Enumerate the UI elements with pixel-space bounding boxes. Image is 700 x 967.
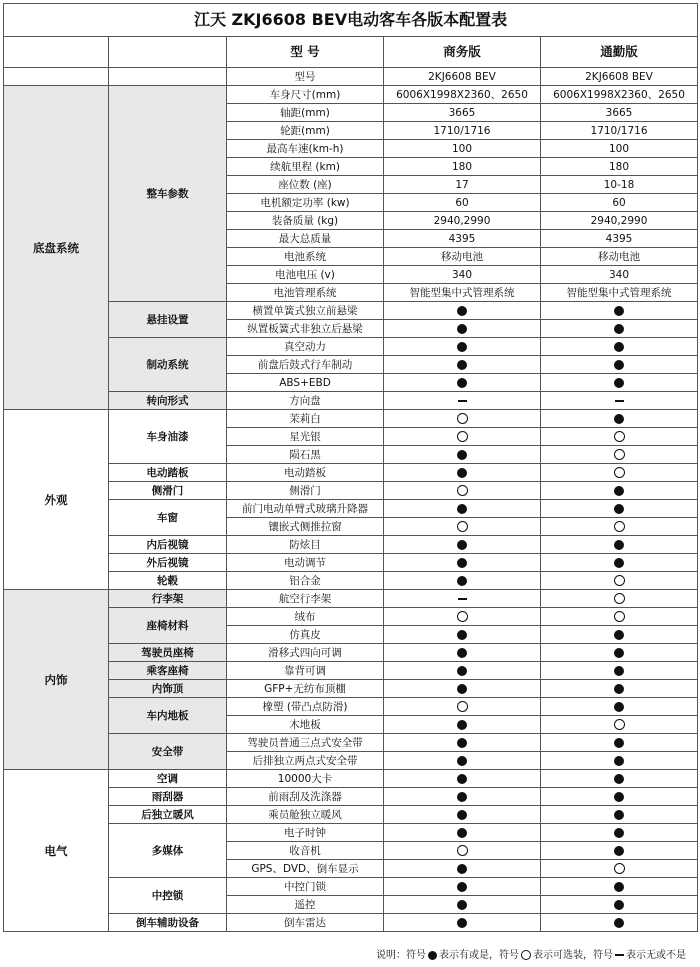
commuter-value-cell: 移动电池 [541, 248, 698, 266]
business-value-cell [384, 392, 541, 410]
group-label: 车内地板 [109, 698, 227, 734]
filled-dot-icon [457, 576, 467, 586]
filled-dot-icon [614, 756, 624, 766]
business-value-cell: 移动电池 [384, 248, 541, 266]
table-row [4, 824, 698, 842]
commuter-value-cell [541, 338, 698, 356]
item-cell: 电机额定功率 (kw) [227, 194, 384, 212]
business-value-cell [384, 500, 541, 518]
filled-dot-icon [614, 414, 624, 424]
filled-dot-icon [457, 828, 467, 838]
commuter-value-cell [541, 554, 698, 572]
header-business-version: 商务版 [384, 37, 541, 68]
filled-dot-icon [614, 558, 624, 568]
item-cell: 座位数 (座) [227, 176, 384, 194]
filled-dot-icon [614, 738, 624, 748]
table-row [4, 590, 698, 608]
group-label: 乘客座椅 [109, 662, 227, 680]
commuter-value-cell [541, 824, 698, 842]
business-value-cell [384, 356, 541, 374]
table-row [4, 338, 698, 356]
group-label: 多媒体 [109, 824, 227, 878]
legend-optional: 表示可选装，符号 [533, 950, 613, 961]
commuter-value-cell [541, 662, 698, 680]
business-value-cell [384, 914, 541, 932]
business-value-cell: 6006X1998X2360、2650 [384, 86, 541, 104]
business-value-cell: 100 [384, 140, 541, 158]
group-label: 内后视镜 [109, 536, 227, 554]
table-row [4, 572, 698, 590]
commuter-value-cell [541, 860, 698, 878]
commuter-value-cell [541, 788, 698, 806]
section-label: 电气 [4, 770, 109, 932]
item-cell: 前雨刮及洗涤器 [227, 788, 384, 806]
table-row [4, 482, 698, 500]
commuter-value-cell: 6006X1998X2360、2650 [541, 86, 698, 104]
commuter-value-cell [541, 878, 698, 896]
hollow-circle-icon [614, 521, 625, 532]
filled-dot-icon [457, 468, 467, 478]
business-value-cell [384, 770, 541, 788]
filled-dot-icon [457, 900, 467, 910]
legend-note [376, 950, 686, 962]
item-cell: 绒布 [227, 608, 384, 626]
filled-dot-icon [614, 504, 624, 514]
filled-dot-icon [457, 504, 467, 514]
filled-dot-icon [614, 324, 624, 334]
business-value-cell: 2940,2990 [384, 212, 541, 230]
filled-dot-icon [614, 540, 624, 550]
commuter-value-cell: 100 [541, 140, 698, 158]
dash-icon [615, 954, 624, 956]
business-value-cell [384, 752, 541, 770]
business-value-cell [384, 644, 541, 662]
business-value-cell: 180 [384, 158, 541, 176]
group-label: 安全带 [109, 734, 227, 770]
filled-dot-icon [457, 684, 467, 694]
commuter-value-cell [541, 752, 698, 770]
hollow-circle-icon [614, 449, 625, 460]
item-cell: 倒车雷达 [227, 914, 384, 932]
item-cell: 电子时钟 [227, 824, 384, 842]
legend-none: 表示无或不是 [626, 950, 686, 961]
filled-dot-icon [614, 810, 624, 820]
table-title: 江天 ZKJ6608 BEV电动客车各版本配置表 [4, 4, 698, 37]
item-cell: 茉莉白 [227, 410, 384, 428]
business-value-cell [384, 608, 541, 626]
commuter-value-cell [541, 680, 698, 698]
table-row [4, 608, 698, 626]
hollow-circle-icon [614, 719, 625, 730]
business-value-cell [384, 428, 541, 446]
filled-dot-icon [457, 648, 467, 658]
business-value-cell: 3665 [384, 104, 541, 122]
commuter-value-cell [541, 320, 698, 338]
filled-dot-icon [457, 540, 467, 550]
item-cell: 航空行李架 [227, 590, 384, 608]
item-cell: 木地板 [227, 716, 384, 734]
table-row [4, 680, 698, 698]
business-value-cell: 60 [384, 194, 541, 212]
commuter-value-cell [541, 842, 698, 860]
table-row [4, 770, 698, 788]
item-cell: 型号 [227, 68, 384, 86]
filled-dot-icon [614, 828, 624, 838]
business-value-cell [384, 338, 541, 356]
business-value-cell [384, 446, 541, 464]
filled-dot-icon [457, 810, 467, 820]
dash-icon [615, 400, 624, 402]
filled-dot-icon [614, 648, 624, 658]
commuter-value-cell [541, 914, 698, 932]
filled-dot-icon [457, 360, 467, 370]
filled-dot-icon [457, 378, 467, 388]
business-value-cell: 17 [384, 176, 541, 194]
section-label: 内饰 [4, 590, 109, 770]
business-value-cell [384, 878, 541, 896]
business-value-cell [384, 572, 541, 590]
item-cell: GPS、DVD、倒车显示 [227, 860, 384, 878]
item-cell: 车身尺寸(mm) [227, 86, 384, 104]
item-cell: 续航里程 (km) [227, 158, 384, 176]
item-cell: 最高车速(km-h) [227, 140, 384, 158]
business-value-cell: 4395 [384, 230, 541, 248]
filled-dot-icon [614, 378, 624, 388]
item-cell: 电池电压 (v) [227, 266, 384, 284]
business-value-cell [384, 698, 541, 716]
item-cell: 仿真皮 [227, 626, 384, 644]
commuter-value-cell: 3665 [541, 104, 698, 122]
table-row [4, 878, 698, 896]
filled-dot-icon [457, 882, 467, 892]
item-cell: GFP+无纺布顶棚 [227, 680, 384, 698]
filled-dot-icon [614, 846, 624, 856]
commuter-value-cell [541, 428, 698, 446]
hollow-circle-icon [457, 701, 468, 712]
table-row [4, 734, 698, 752]
table-row [4, 392, 698, 410]
business-value-cell [384, 464, 541, 482]
item-cell: 电池系统 [227, 248, 384, 266]
group-label: 整车参数 [109, 86, 227, 302]
item-cell: 收音机 [227, 842, 384, 860]
hollow-circle-icon [457, 485, 468, 496]
business-value-cell [384, 842, 541, 860]
table-row [4, 806, 698, 824]
item-cell: 侧滑门 [227, 482, 384, 500]
commuter-value-cell [541, 464, 698, 482]
item-cell: 靠背可调 [227, 662, 384, 680]
item-cell: 10000大卡 [227, 770, 384, 788]
filled-dot-icon [457, 630, 467, 640]
group-label: 雨刮器 [109, 788, 227, 806]
filled-dot-icon [457, 864, 467, 874]
table-row [4, 914, 698, 932]
item-cell: 轮距(mm) [227, 122, 384, 140]
commuter-value-cell: 340 [541, 266, 698, 284]
group-label: 驾驶员座椅 [109, 644, 227, 662]
group-label: 内饰顶 [109, 680, 227, 698]
commuter-value-cell [541, 572, 698, 590]
filled-dot-icon [457, 450, 467, 460]
filled-dot-icon [457, 558, 467, 568]
table-row [4, 644, 698, 662]
table-row [4, 698, 698, 716]
filled-dot-icon [614, 792, 624, 802]
group-label: 空调 [109, 770, 227, 788]
hollow-circle-icon [457, 845, 468, 856]
commuter-value-cell: 2KJ6608 BEV [541, 68, 698, 86]
filled-dot-icon [428, 951, 437, 960]
group-label: 悬挂设置 [109, 302, 227, 338]
header-blank-2 [109, 37, 227, 68]
section-label: 底盘系统 [4, 86, 109, 410]
filled-dot-icon [614, 486, 624, 496]
hollow-circle-icon [457, 431, 468, 442]
business-value-cell [384, 410, 541, 428]
filled-dot-icon [457, 342, 467, 352]
item-cell: 驾驶员普通三点式安全带 [227, 734, 384, 752]
business-value-cell [384, 536, 541, 554]
business-value-cell [384, 590, 541, 608]
group-label: 座椅材料 [109, 608, 227, 644]
legend-has: 表示有或是，符号 [439, 950, 519, 961]
item-cell: 中控门锁 [227, 878, 384, 896]
group-label: 轮毂 [109, 572, 227, 590]
item-cell: 遥控 [227, 896, 384, 914]
business-value-cell: 2KJ6608 BEV [384, 68, 541, 86]
table-row [4, 500, 698, 518]
group-label: 后独立暖风 [109, 806, 227, 824]
header-blank-1 [4, 37, 109, 68]
business-value-cell [384, 518, 541, 536]
group-label: 制动系统 [109, 338, 227, 392]
business-value-cell [384, 788, 541, 806]
item-cell: 前门电动单臂式玻璃升降器 [227, 500, 384, 518]
commuter-value-cell [541, 896, 698, 914]
business-value-cell [384, 824, 541, 842]
table-row [4, 302, 698, 320]
commuter-value-cell [541, 644, 698, 662]
commuter-value-cell [541, 806, 698, 824]
commuter-value-cell [541, 410, 698, 428]
commuter-value-cell [541, 770, 698, 788]
commuter-value-cell: 4395 [541, 230, 698, 248]
filled-dot-icon [614, 702, 624, 712]
hollow-circle-icon [614, 467, 625, 478]
group-label [109, 68, 227, 86]
table-row [4, 788, 698, 806]
commuter-value-cell [541, 734, 698, 752]
business-value-cell [384, 806, 541, 824]
filled-dot-icon [614, 666, 624, 676]
dash-icon [458, 400, 467, 402]
item-cell: 后排独立两点式安全带 [227, 752, 384, 770]
table-row [4, 68, 698, 86]
table-row [4, 662, 698, 680]
business-value-cell [384, 302, 541, 320]
item-cell: 星光银 [227, 428, 384, 446]
filled-dot-icon [614, 630, 624, 640]
commuter-value-cell [541, 698, 698, 716]
title-row [4, 4, 698, 37]
commuter-value-cell: 智能型集中式管理系统 [541, 284, 698, 302]
business-value-cell [384, 320, 541, 338]
business-value-cell [384, 896, 541, 914]
dash-icon [458, 598, 467, 600]
commuter-value-cell [541, 626, 698, 644]
hollow-circle-icon [614, 863, 625, 874]
hollow-circle-icon [457, 521, 468, 532]
section-label [4, 68, 109, 86]
filled-dot-icon [457, 666, 467, 676]
group-label: 行李架 [109, 590, 227, 608]
item-cell: 铝合金 [227, 572, 384, 590]
group-label: 外后视镜 [109, 554, 227, 572]
filled-dot-icon [457, 792, 467, 802]
hollow-circle-icon [457, 413, 468, 424]
header-row [4, 37, 698, 68]
item-cell: 镶嵌式侧推拉窗 [227, 518, 384, 536]
business-value-cell [384, 734, 541, 752]
spec-table-body [4, 4, 698, 932]
hollow-circle-icon [614, 575, 625, 586]
hollow-circle-icon [614, 593, 625, 604]
header-commuter-version: 通勤版 [541, 37, 698, 68]
header-model: 型 号 [227, 37, 384, 68]
business-value-cell [384, 680, 541, 698]
hollow-circle-icon [457, 611, 468, 622]
filled-dot-icon [457, 756, 467, 766]
business-value-cell: 340 [384, 266, 541, 284]
filled-dot-icon [614, 306, 624, 316]
filled-dot-icon [614, 882, 624, 892]
item-cell: 滑移式四向可调 [227, 644, 384, 662]
table-row [4, 536, 698, 554]
table-row [4, 464, 698, 482]
group-label: 转向形式 [109, 392, 227, 410]
business-value-cell [384, 626, 541, 644]
hollow-circle-icon [614, 431, 625, 442]
filled-dot-icon [614, 918, 624, 928]
filled-dot-icon [614, 684, 624, 694]
hollow-circle-icon [521, 950, 531, 960]
item-cell: 最大总质量 [227, 230, 384, 248]
commuter-value-cell [541, 356, 698, 374]
business-value-cell [384, 860, 541, 878]
commuter-value-cell [541, 446, 698, 464]
section-label: 外观 [4, 410, 109, 590]
commuter-value-cell: 60 [541, 194, 698, 212]
group-label: 倒车辅助设备 [109, 914, 227, 932]
commuter-value-cell [541, 302, 698, 320]
item-cell: 前盘后鼓式行车制动 [227, 356, 384, 374]
item-cell: 电动调节 [227, 554, 384, 572]
filled-dot-icon [457, 774, 467, 784]
filled-dot-icon [457, 306, 467, 316]
commuter-value-cell [541, 590, 698, 608]
business-value-cell [384, 374, 541, 392]
filled-dot-icon [614, 774, 624, 784]
group-label: 侧滑门 [109, 482, 227, 500]
group-label: 车身油漆 [109, 410, 227, 464]
group-label: 中控锁 [109, 878, 227, 914]
filled-dot-icon [457, 720, 467, 730]
item-cell: 装备质量 (kg) [227, 212, 384, 230]
business-value-cell [384, 662, 541, 680]
item-cell: 橡塑 (带凸点防滑) [227, 698, 384, 716]
group-label: 车窗 [109, 500, 227, 536]
item-cell: 真空动力 [227, 338, 384, 356]
business-value-cell: 智能型集中式管理系统 [384, 284, 541, 302]
commuter-value-cell [541, 716, 698, 734]
filled-dot-icon [614, 360, 624, 370]
commuter-value-cell: 2940,2990 [541, 212, 698, 230]
commuter-value-cell [541, 482, 698, 500]
commuter-value-cell [541, 500, 698, 518]
commuter-value-cell: 10-18 [541, 176, 698, 194]
item-cell: ABS+EBD [227, 374, 384, 392]
legend-prefix: 说明：符号 [376, 950, 426, 961]
commuter-value-cell: 1710/1716 [541, 122, 698, 140]
item-cell: 轴距(mm) [227, 104, 384, 122]
group-label: 电动踏板 [109, 464, 227, 482]
commuter-value-cell: 180 [541, 158, 698, 176]
commuter-value-cell [541, 392, 698, 410]
item-cell: 乘员舱独立暖风 [227, 806, 384, 824]
commuter-value-cell [541, 518, 698, 536]
item-cell: 电动踏板 [227, 464, 384, 482]
filled-dot-icon [614, 342, 624, 352]
commuter-value-cell [541, 608, 698, 626]
filled-dot-icon [457, 738, 467, 748]
item-cell: 横置单簧式独立前悬梁 [227, 302, 384, 320]
filled-dot-icon [457, 324, 467, 334]
item-cell: 防炫目 [227, 536, 384, 554]
table-row [4, 410, 698, 428]
hollow-circle-icon [614, 611, 625, 622]
table-row [4, 86, 698, 104]
filled-dot-icon [614, 900, 624, 910]
item-cell: 纵置板簧式非独立后悬梁 [227, 320, 384, 338]
filled-dot-icon [457, 918, 467, 928]
business-value-cell [384, 554, 541, 572]
item-cell: 方向盘 [227, 392, 384, 410]
business-value-cell [384, 716, 541, 734]
item-cell: 电池管理系统 [227, 284, 384, 302]
business-value-cell [384, 482, 541, 500]
commuter-value-cell [541, 374, 698, 392]
commuter-value-cell [541, 536, 698, 554]
item-cell: 陨石黑 [227, 446, 384, 464]
spec-table [3, 3, 698, 932]
business-value-cell: 1710/1716 [384, 122, 541, 140]
table-row [4, 554, 698, 572]
